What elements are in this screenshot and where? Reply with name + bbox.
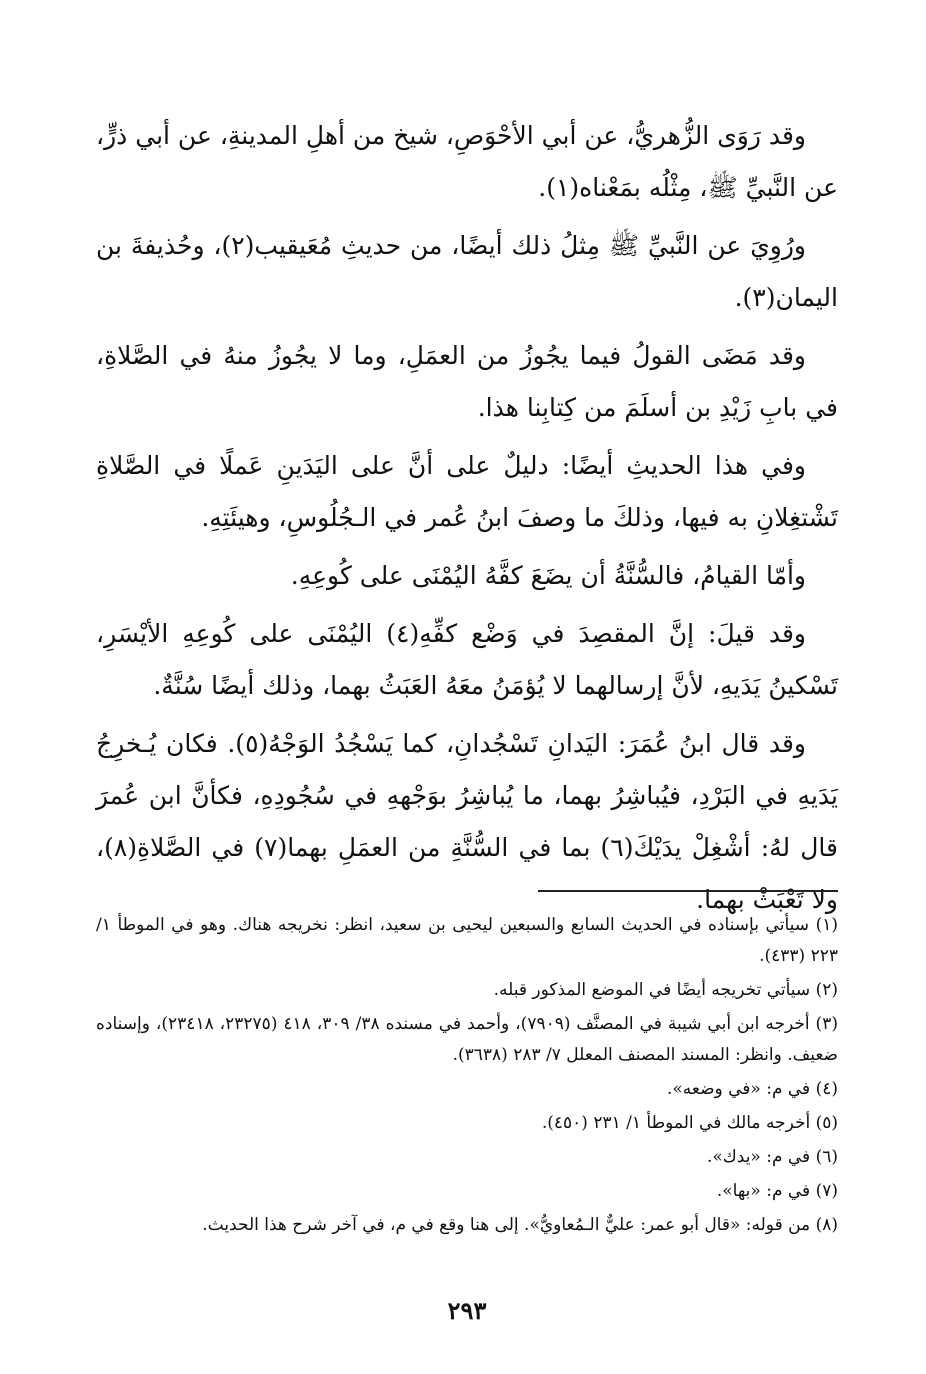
- footnote: (٧) في م: «بها».: [716, 1181, 838, 1201]
- footnote: (٤) في م: «في وضعه».: [666, 1079, 838, 1099]
- paragraph: وأمّا القيامُ، فالسُّنَّةُ أن يضَعَ كفَّهُ اليُمْنَى على كُوعِهِ.: [290, 561, 806, 590]
- paragraph: ورُوِيَ عن النَّبيِّ ﷺ مِثلُ ذلك أيضًا، من حديثِ مُعَيقيب(٢)، وحُذيفةَ بن اليمان(٣).: [96, 231, 838, 312]
- footnote: (٦) في م: «يدك».: [706, 1147, 838, 1167]
- paragraph: وفي هذا الحديثِ أيضًا: دليلٌ على أنَّ على اليَدَينِ عَملًا في الصَّلاةِ تَشْتغِلانِ به فيها، وذلكَ ما وصفَ ابنُ عُمر في الـجُلُوسِ، وهيئَتِهِ.: [96, 451, 838, 532]
- paragraph: وقد رَوَى الزُّهريُّ، عن أبي الأحْوَصِ، شيخ من أهلِ المدينةِ، عن أبي ذرٍّ، عن النَّبيِّ ﷺ، مِثْلُه بمَعْناه(١).: [96, 121, 838, 202]
- footnote-divider: [538, 890, 838, 892]
- book-page: [96, 110, 838, 1350]
- page-number: ٢٩٣: [447, 1296, 487, 1325]
- footnote: (١) سيأتي بإسناده في الحديث السابع والسبعين ليحيى بن سعيد، انظر: نخريجه هناك. وهو في الموطأ ١/ ٢٢٣ (٤٣٣).: [96, 915, 838, 966]
- footnotes: [96, 910, 838, 1244]
- footnote: (٢) سيأتي تخريجه أيضًا في الموضع المذكور قبله.: [493, 980, 838, 1000]
- paragraph: وقد قال ابنُ عُمَرَ: اليَدانِ تَسْجُدانِ، كما يَسْجُدُ الوَجْهُ(٥). فكان يُـخرِجُ يَدَيهِ في البَرْدِ، فيُباشِرُ بهما، ما يُباشِرُ بوَجْههِ في سُجُودِهِ، فكأنَّ ابن عُمرَ قال لهُ: أشْغِلْ يدَيْكَ(٦) بما في السُّنَّةِ من العمَلِ بهما(٧) في الصَّلاةِ(٨)، ولا تَعْبَثْ بهما.: [96, 729, 838, 914]
- footnote: (٣) أخرجه ابن أبي شيبة في المصنَّف (٧٩٠٩)، وأحمد في مسنده ٣٨/ ٣٠٩، ٤١٨ (٢٣٢٧٥، ٢٣٤١٨)، وإسناده ضعيف. وانظر: المسند المصنف المعلل ٧/ ٢٨٣ (٣٦٣٨).: [96, 1014, 838, 1065]
- footnote: (٥) أخرجه مالك في الموطأ ١/ ٢٣١ (٤٥٠).: [541, 1113, 838, 1133]
- footnote: (٨) من قوله: «قال أبو عمر: عليٌّ الـمُعاويُّ». إلى هنا وقع في م، في آخر شرح هذا الحديث.: [202, 1215, 838, 1235]
- paragraph: وقد مَضَى القولُ فيما يجُوزُ من العمَلِ، وما لا يجُوزُ منهُ في الصَّلاةِ، في بابِ زَيْدِ بن أسلَمَ من كِتابِنا هذا.: [96, 341, 838, 422]
- main-text: [96, 110, 838, 926]
- paragraph: وقد قيلَ: إنَّ المقصِدَ في وَضْع كفِّهِ(٤) اليُمْنَى على كُوعِهِ الأيْسَرِ، تَسْكينُ يَدَيهِ، لأنَّ إرسالهما لا يُؤمَنُ معَهُ العَبَثُ بهما، وذلك أيضًا سُنَّةٌ.: [96, 619, 838, 700]
